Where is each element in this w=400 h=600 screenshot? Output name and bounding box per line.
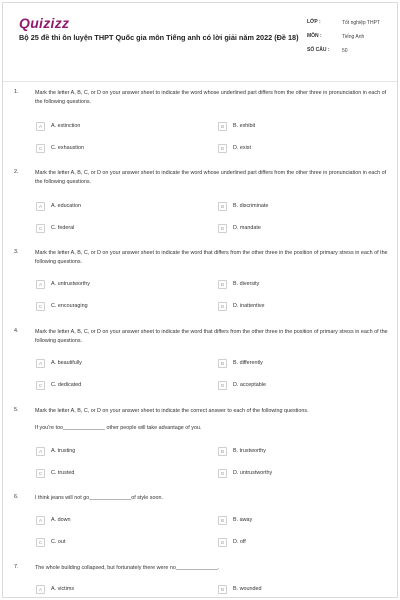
option-b[interactable]: [218, 120, 255, 132]
option-letter-box: D: [218, 381, 227, 390]
option-b[interactable]: [218, 357, 263, 369]
option-letter-box: A: [36, 585, 45, 594]
option-letter-box: D: [218, 538, 227, 547]
option-d[interactable]: [218, 222, 261, 234]
option-text: A. education: [51, 203, 81, 209]
option-text: B. differently: [233, 360, 263, 366]
option-letter-box: A: [36, 516, 45, 525]
option-a[interactable]: [36, 583, 74, 595]
option-letter-box: B: [218, 585, 227, 594]
option-letter-box: C: [36, 381, 45, 390]
worksheet-page: [2, 2, 398, 598]
option-text: D. exist: [233, 145, 251, 151]
option-d[interactable]: [218, 142, 251, 154]
meta-class-row: [307, 19, 395, 28]
option-c[interactable]: [36, 379, 81, 391]
option-text: A. beautifully: [51, 360, 82, 366]
meta-class-value: Tốt nghiệp THPT: [342, 20, 380, 26]
question-number: 1.: [14, 89, 19, 95]
option-d[interactable]: [218, 536, 246, 548]
option-letter-box: B: [218, 359, 227, 368]
option-text: D. acceptable: [233, 382, 266, 388]
option-text: C. exhaustion: [51, 145, 84, 151]
option-c[interactable]: [36, 222, 74, 234]
option-b[interactable]: [218, 583, 261, 595]
meta-count-value: 50: [342, 48, 348, 54]
option-b[interactable]: [218, 514, 252, 526]
option-text: B. discriminate: [233, 203, 269, 209]
question-number: 3.: [14, 249, 19, 255]
option-c[interactable]: [36, 300, 88, 312]
option-letter-box: D: [218, 224, 227, 233]
option-letter-box: A: [36, 202, 45, 211]
option-text: A. extinction: [51, 123, 81, 129]
question-number: 4.: [14, 328, 19, 334]
option-letter-box: C: [36, 469, 45, 478]
option-letter-box: C: [36, 224, 45, 233]
option-a[interactable]: [36, 357, 82, 369]
meta-count-row: [307, 47, 395, 55]
option-letter-box: C: [36, 538, 45, 547]
option-c[interactable]: [36, 536, 65, 548]
meta-subject-label: MÔN :: [307, 33, 322, 39]
header-divider: [3, 81, 397, 82]
option-a[interactable]: [36, 445, 75, 457]
option-text: B. wounded: [233, 586, 262, 592]
question-text: Mark the letter A, B, C, or D on your answer sheet to indicate the word that differs from the other three in the position of primary stress in each of the following questions.: [35, 250, 388, 265]
meta-subject-row: [307, 33, 395, 41]
option-letter-box: C: [36, 144, 45, 153]
option-text: D. untrustworthy: [233, 470, 273, 476]
option-letter-box: B: [218, 202, 227, 211]
option-letter-box: D: [218, 302, 227, 311]
option-a[interactable]: [36, 278, 90, 290]
option-a[interactable]: [36, 120, 80, 132]
question-number: 2.: [14, 169, 19, 175]
option-letter-box: B: [218, 516, 227, 525]
option-d[interactable]: [218, 467, 272, 479]
option-letter-box: B: [218, 280, 227, 289]
option-text: C. dedicated: [51, 382, 82, 388]
worksheet-header: [3, 3, 397, 81]
quizizz-logo[interactable]: Quizizz: [19, 15, 70, 31]
option-b[interactable]: [218, 445, 266, 457]
question-number: 5.: [14, 407, 19, 413]
question-prompt: If you're too______________ other people will take advantage of you.: [35, 425, 202, 431]
option-letter-box: D: [218, 144, 227, 153]
option-text: B. exhibit: [233, 123, 256, 129]
question-text: The whole building collapsed, but fortunately there were no______________.: [35, 565, 220, 571]
option-text: C. trusted: [51, 470, 75, 476]
meta-count-label: SỐ CÂU :: [307, 47, 330, 53]
option-text: B. away: [233, 517, 253, 523]
option-text: B. trustworthy: [233, 448, 266, 454]
question-number: 6.: [14, 494, 19, 500]
question-text: Mark the letter A, B, C, or D on your answer sheet to indicate the word that differs from the other three in the position of primary stress in each of the following questions.: [35, 329, 388, 344]
option-letter-box: A: [36, 359, 45, 368]
question-text: Mark the letter A, B, C, or D on your answer sheet to indicate the word whose underlined part differs from the other three in pronunciation in each of the following questions.: [35, 90, 387, 105]
option-b[interactable]: [218, 278, 259, 290]
question-text: I think jeans will not go______________of style soon.: [35, 495, 163, 501]
option-text: A. trusting: [51, 448, 76, 454]
page-title: Bộ 25 đề thi ôn luyện THPT Quốc gia môn Tiếng anh có lời giải năm 2022 (Đề 18): [19, 33, 299, 42]
option-a[interactable]: [36, 200, 81, 212]
option-letter-box: A: [36, 447, 45, 456]
option-text: B. diversity: [233, 281, 260, 287]
option-text: C. encouraging: [51, 303, 88, 309]
worksheet-meta: [307, 19, 395, 61]
option-c[interactable]: [36, 467, 74, 479]
option-letter-box: A: [36, 280, 45, 289]
option-text: A. untrustworthy: [51, 281, 90, 287]
option-text: D. off: [233, 539, 246, 545]
question-text: Mark the letter A, B, C, or D on your answer sheet to indicate the correct answer to each of the following questions.: [35, 408, 309, 414]
option-letter-box: B: [218, 447, 227, 456]
option-text: C. federal: [51, 225, 75, 231]
meta-class-label: LỚP :: [307, 19, 321, 25]
question-text: Mark the letter A, B, C, or D on your answer sheet to indicate the word whose underlined part differs from the other three in pronunciation in each of the following questions.: [35, 170, 387, 185]
option-d[interactable]: [218, 300, 264, 312]
option-letter-box: C: [36, 302, 45, 311]
option-letter-box: B: [218, 122, 227, 131]
option-text: D. inattentive: [233, 303, 265, 309]
meta-subject-value: Tiếng Anh: [342, 34, 365, 40]
option-text: D. mandate: [233, 225, 261, 231]
option-letter-box: A: [36, 122, 45, 131]
option-d[interactable]: [218, 379, 266, 391]
option-a[interactable]: [36, 514, 70, 526]
option-b[interactable]: [218, 200, 268, 212]
option-letter-box: D: [218, 469, 227, 478]
option-text: A. down: [51, 517, 71, 523]
question-number: 7.: [14, 564, 19, 570]
option-c[interactable]: [36, 142, 84, 154]
option-text: A. victims: [51, 586, 75, 592]
option-text: C. out: [51, 539, 66, 545]
